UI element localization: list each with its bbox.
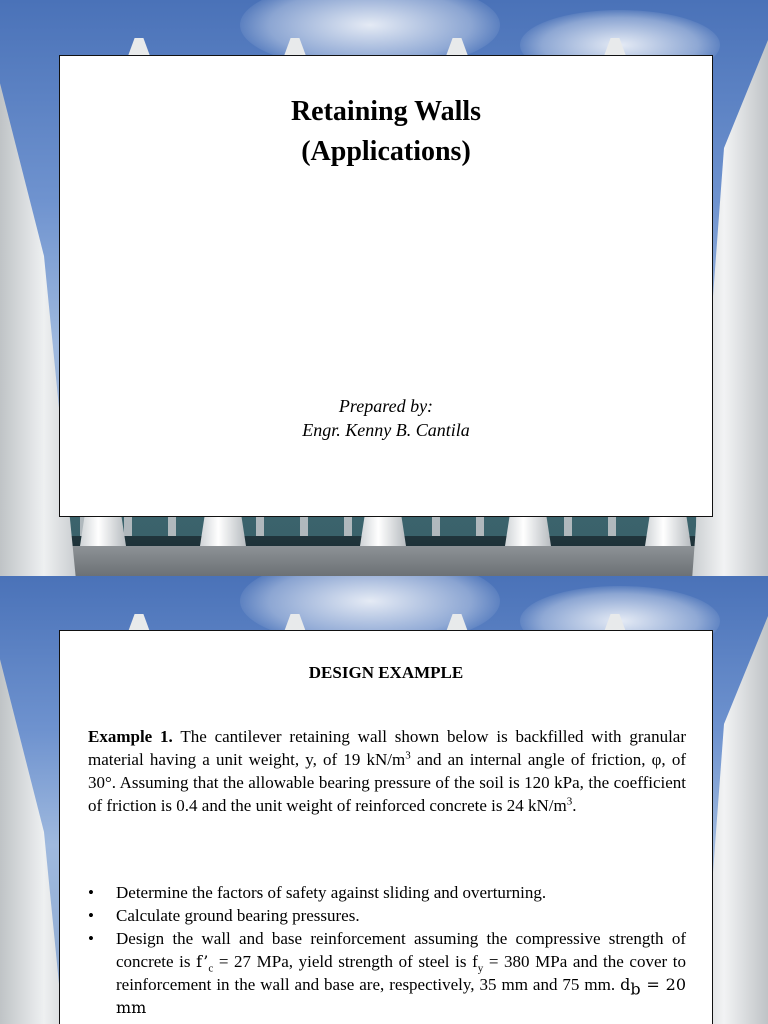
prepared-by-block: [60, 394, 712, 442]
task-text: = 380 MPa and the cover to reinforcement in the wall and base are, respectively, 35 mm and 75 mm.: [116, 952, 687, 994]
paragraph-part-3: .: [572, 796, 577, 815]
task-text: = 27 MPa, yield strength of steel is f: [213, 952, 478, 971]
list-item: [88, 881, 686, 904]
ledge: [0, 546, 768, 576]
db-subscript: b: [630, 979, 641, 999]
paragraph-part-2: and an internal angle of friction, φ, of 30°. Assuming that the allowable bearing pressure of the soil is 120 kPa, the coefficient of friction is 0.4 and the unit weight of reinforced concrete is 24 kN/m: [88, 750, 686, 815]
author-name: Engr. Kenny B. Cantila: [302, 420, 470, 440]
task-list: [88, 881, 686, 1019]
title-line-1: Retaining Walls: [290, 96, 482, 127]
list-item: [88, 927, 686, 1019]
content-card: [59, 630, 713, 1024]
prepared-label: Prepared by:: [338, 396, 434, 416]
fy-subscript: y: [477, 962, 484, 975]
paragraph-part-1: The cantilever retaining wall shown below is backfilled with granular material having a unit weight, y, of 19 kN/m: [88, 727, 686, 769]
task-text: Design the wall and base reinforcement assuming the compressive strength of concrete is: [116, 929, 686, 971]
slide-2: [0, 576, 768, 1024]
unit-superscript: 3: [566, 795, 573, 808]
section-heading: DESIGN EXAMPLE: [308, 663, 464, 682]
slide-title: [60, 92, 712, 172]
fc-symbol: f’: [196, 952, 209, 971]
task-text: Determine the factors of safety against sliding and overturning.: [116, 883, 547, 902]
unit-superscript: 3: [405, 749, 411, 762]
title-line-2: (Applications): [301, 136, 471, 167]
example-paragraph: [88, 725, 686, 817]
title-card: [59, 55, 713, 517]
db-symbol: d: [620, 975, 631, 994]
task-text: Calculate ground bearing pressures.: [116, 906, 360, 925]
db-value: = 20 mm: [116, 975, 686, 1017]
example-label: Example 1.: [88, 727, 173, 746]
list-item: [88, 904, 686, 927]
fc-subscript: c: [208, 962, 214, 975]
